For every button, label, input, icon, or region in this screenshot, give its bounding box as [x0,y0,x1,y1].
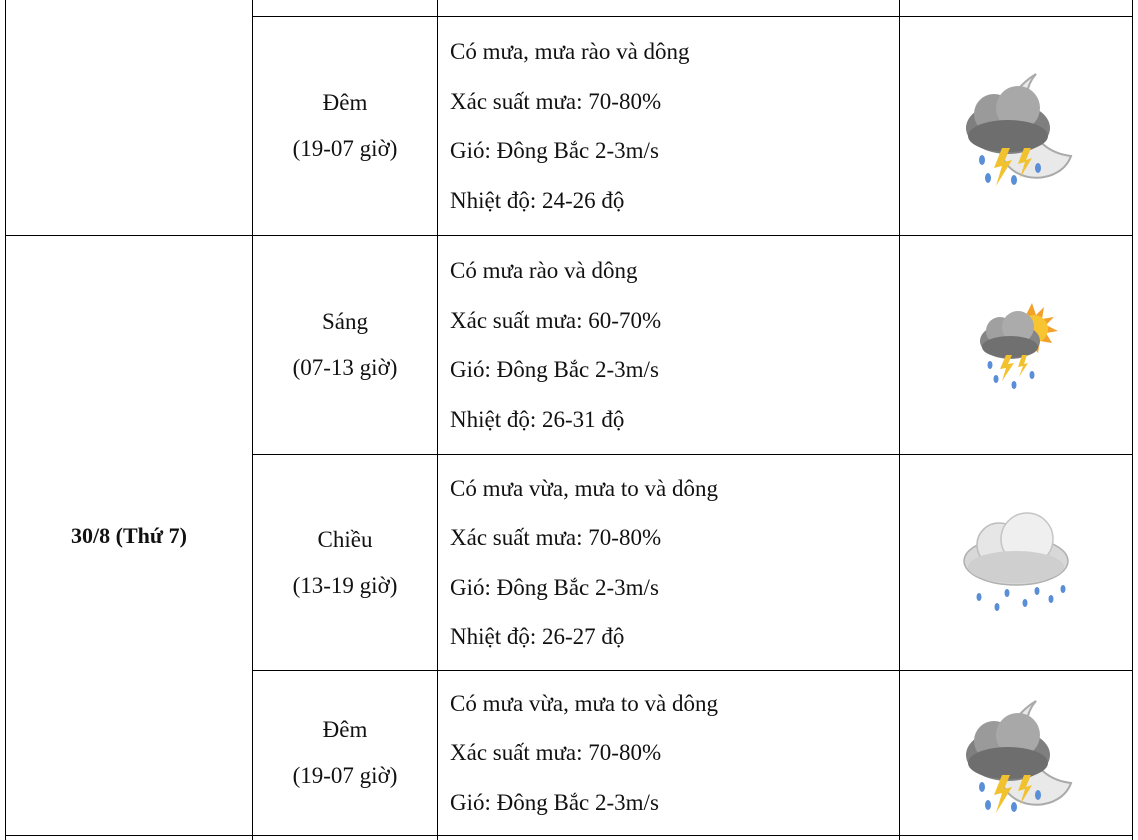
temperature-info: Nhiệt độ: 26-31 độ [450,406,625,432]
temperature-info: Nhiệt độ: 24-26 độ [450,187,625,213]
description-cell [438,671,899,835]
period-name: Đêm [322,717,368,742]
wind-info: Gió: Đông Bắc 2-3m/s [450,789,659,815]
period-hours: (19-07 giờ) [292,136,398,161]
period-cell [253,236,437,454]
table-border-bottom [5,835,1133,836]
wind-info: Gió: Đông Bắc 2-3m/s [450,574,659,600]
temperature-info: Nhiệt độ: 26-27 độ [450,624,625,649]
period-name: Đêm [322,90,368,115]
period-name: Chiều [317,526,373,552]
period-hours: (07-13 giờ) [292,355,398,380]
weather-summary: Có mưa vừa, mưa to và dông [450,475,718,501]
icon-cell [900,236,1132,454]
sun-cloud-thunder-rain-icon [966,295,1066,395]
wind-info: Gió: Đông Bắc 2-3m/s [450,138,659,163]
description-cell [438,236,899,454]
rain-probability: Xác suất mưa: 60-70% [450,307,662,333]
wind-info: Gió: Đông Bắc 2-3m/s [450,357,659,382]
rain-probability: Xác suất mưa: 70-80% [450,88,662,114]
icon-cell [900,17,1132,235]
period-cell [253,455,437,670]
rain-probability: Xác suất mưa: 70-80% [450,525,662,550]
weather-summary: Có mưa vừa, mưa to và dông [450,690,718,716]
period-hours: (13-19 giờ) [292,572,398,598]
period-cell [253,17,437,235]
weather-summary: Có mưa rào và dông [450,258,638,283]
period-hours: (19-07 giờ) [292,763,398,788]
period-cell [253,671,437,835]
date-label: 30/8 (Thứ 7) [71,522,187,548]
period-name: Sáng [322,309,368,334]
table-border-right [1132,0,1133,840]
icon-cell [900,671,1132,835]
date-cell [6,236,252,835]
weather-summary: Có mưa, mưa rào và dông [450,39,690,64]
rain-probability: Xác suất mưa: 70-80% [450,740,662,766]
description-cell [438,455,899,670]
moon-cloud-thunder-rain-icon [946,683,1086,823]
icon-cell [900,455,1132,670]
description-cell [438,17,899,235]
cloud-rain-icon [951,503,1081,623]
moon-cloud-thunder-rain-icon [946,56,1086,196]
